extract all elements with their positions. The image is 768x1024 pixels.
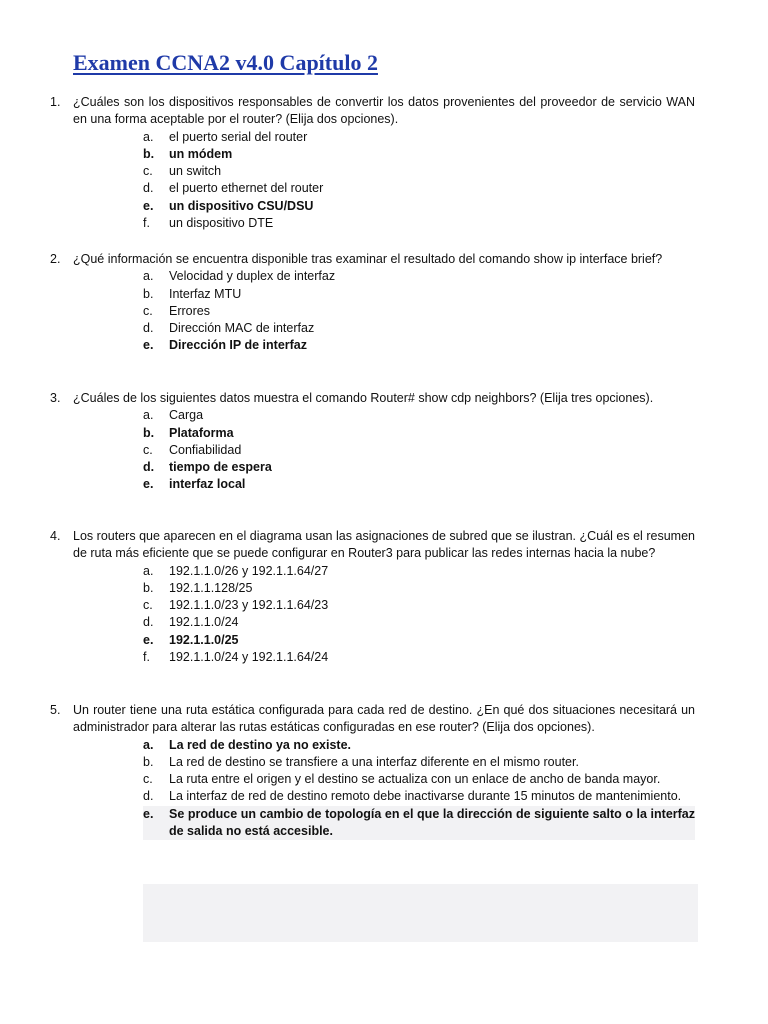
option-text: La ruta entre el origen y el destino se actualiza con un enlace de ancho de banda mayor. xyxy=(169,772,661,787)
option-letter: c. xyxy=(143,164,153,179)
option-a xyxy=(143,737,695,754)
option-text: Carga xyxy=(169,408,204,423)
question-text: ¿Cuáles de los siguientes datos muestra el comando Router# show cdp neighbors? (Elija tres opciones). xyxy=(73,391,654,405)
option-letter: e. xyxy=(143,477,154,492)
option-f xyxy=(143,649,695,666)
option-b xyxy=(143,580,695,597)
option-letter: a. xyxy=(143,129,154,144)
option-e xyxy=(143,806,695,841)
option-d xyxy=(143,320,695,337)
option-letter: e. xyxy=(143,338,154,353)
option-letter: e. xyxy=(143,806,154,821)
option-text: Interfaz MTU xyxy=(169,286,242,301)
option-text: 192.1.1.0/24 xyxy=(169,615,239,630)
option-text: un módem xyxy=(169,146,233,161)
option-text: 192.1.1.0/26 y 192.1.1.64/27 xyxy=(169,563,329,578)
page-title: Examen CCNA2 v4.0 Capítulo 2 xyxy=(73,50,378,75)
question-number: 4. xyxy=(50,529,61,543)
question-text: ¿Qué información se encuentra disponible tras examinar el resultado del comando show ip interface brief? xyxy=(73,252,663,266)
option-e xyxy=(143,476,695,493)
option-text: Errores xyxy=(169,303,210,318)
option-letter: f. xyxy=(143,650,150,665)
option-letter: b. xyxy=(143,425,155,440)
option-text: un dispositivo DTE xyxy=(169,216,274,231)
option-text: Se produce un cambio de topología en el que la dirección de siguiente salto o la interfaz de salida no está accesible. xyxy=(169,806,695,839)
option-d xyxy=(143,788,695,805)
option-b xyxy=(143,286,695,303)
option-text: Velocidad y duplex de interfaz xyxy=(169,269,336,284)
question-4 xyxy=(50,528,695,666)
option-text: Dirección IP de interfaz xyxy=(169,338,308,353)
question-3 xyxy=(50,390,695,494)
option-text: el puerto ethernet del router xyxy=(169,181,324,196)
option-d xyxy=(143,180,695,197)
option-e xyxy=(143,632,695,649)
option-text: 192.1.1.128/25 xyxy=(169,580,253,595)
option-e xyxy=(143,198,695,215)
question-number: 3. xyxy=(50,391,61,405)
option-letter: c. xyxy=(143,598,153,613)
option-text: tiempo de espera xyxy=(169,460,272,475)
option-letter: b. xyxy=(143,754,154,769)
option-a xyxy=(143,268,695,285)
option-letter: b. xyxy=(143,146,155,161)
option-letter: b. xyxy=(143,286,154,301)
option-c xyxy=(143,442,695,459)
option-letter: d. xyxy=(143,181,154,196)
question-2 xyxy=(50,251,695,355)
option-text: interfaz local xyxy=(169,477,246,492)
option-text: 192.1.1.0/24 y 192.1.1.64/24 xyxy=(169,650,329,665)
option-letter: a. xyxy=(143,563,154,578)
option-letter: a. xyxy=(143,737,154,752)
option-letter: d. xyxy=(143,460,155,475)
option-letter: c. xyxy=(143,772,153,787)
option-letter: e. xyxy=(143,632,154,647)
option-b xyxy=(143,754,695,771)
question-number: 1. xyxy=(50,95,61,109)
option-text: el puerto serial del router xyxy=(169,129,308,144)
option-c xyxy=(143,597,695,614)
option-c xyxy=(143,163,695,180)
option-d xyxy=(143,614,695,631)
option-text: La red de destino ya no existe. xyxy=(169,737,352,752)
option-text: un switch xyxy=(169,164,222,179)
option-text: La interfaz de red de destino remoto debe inactivarse durante 15 minutos de mantenimiento. xyxy=(169,789,682,804)
question-text: Los routers que aparecen en el diagrama usan las asignaciones de subred que se ilustran. ¿Cuál es el resumen de ruta más eficiente que se puede configurar en Router3 para publicar las redes internas hacia la nube? xyxy=(73,529,695,561)
option-letter: e. xyxy=(143,198,154,213)
option-text: La red de destino se transfiere a una interfaz diferente en el mismo router. xyxy=(169,754,579,769)
option-text: Confiabilidad xyxy=(169,442,242,457)
option-a xyxy=(143,563,695,580)
option-text: un dispositivo CSU/DSU xyxy=(169,198,314,213)
option-letter: a. xyxy=(143,269,154,284)
question-5 xyxy=(50,702,695,840)
shaded-area xyxy=(143,884,698,942)
option-letter: d. xyxy=(143,321,154,336)
question-text: ¿Cuáles son los dispositivos responsables de convertir los datos provenientes del proveedor de servicio WAN en una forma aceptable por el router? (Elija dos opciones). xyxy=(73,95,695,127)
option-letter: b. xyxy=(143,580,154,595)
question-number: 2. xyxy=(50,252,61,266)
option-c xyxy=(143,771,695,788)
question-text: Un router tiene una ruta estática configurada para cada red de destino. ¿En qué dos situaciones necesitará un administrador para alterar las rutas estáticas configuradas en ese router? (Elija dos opciones). xyxy=(73,703,695,735)
option-letter: d. xyxy=(143,615,154,630)
option-letter: c. xyxy=(143,303,153,318)
option-letter: f. xyxy=(143,216,150,231)
option-b xyxy=(143,146,695,163)
option-b xyxy=(143,425,695,442)
option-d xyxy=(143,459,695,476)
option-letter: d. xyxy=(143,789,154,804)
option-text: 192.1.1.0/25 xyxy=(169,632,239,647)
option-letter: c. xyxy=(143,442,153,457)
question-number: 5. xyxy=(50,703,61,717)
option-text: Dirección MAC de interfaz xyxy=(169,321,315,336)
question-1 xyxy=(50,94,695,232)
option-c xyxy=(143,303,695,320)
option-a xyxy=(143,407,695,424)
option-text: Plataforma xyxy=(169,425,234,440)
option-f xyxy=(143,215,695,232)
option-letter: a. xyxy=(143,408,154,423)
option-a xyxy=(143,129,695,146)
option-text: 192.1.1.0/23 y 192.1.1.64/23 xyxy=(169,598,329,613)
option-e xyxy=(143,337,695,354)
